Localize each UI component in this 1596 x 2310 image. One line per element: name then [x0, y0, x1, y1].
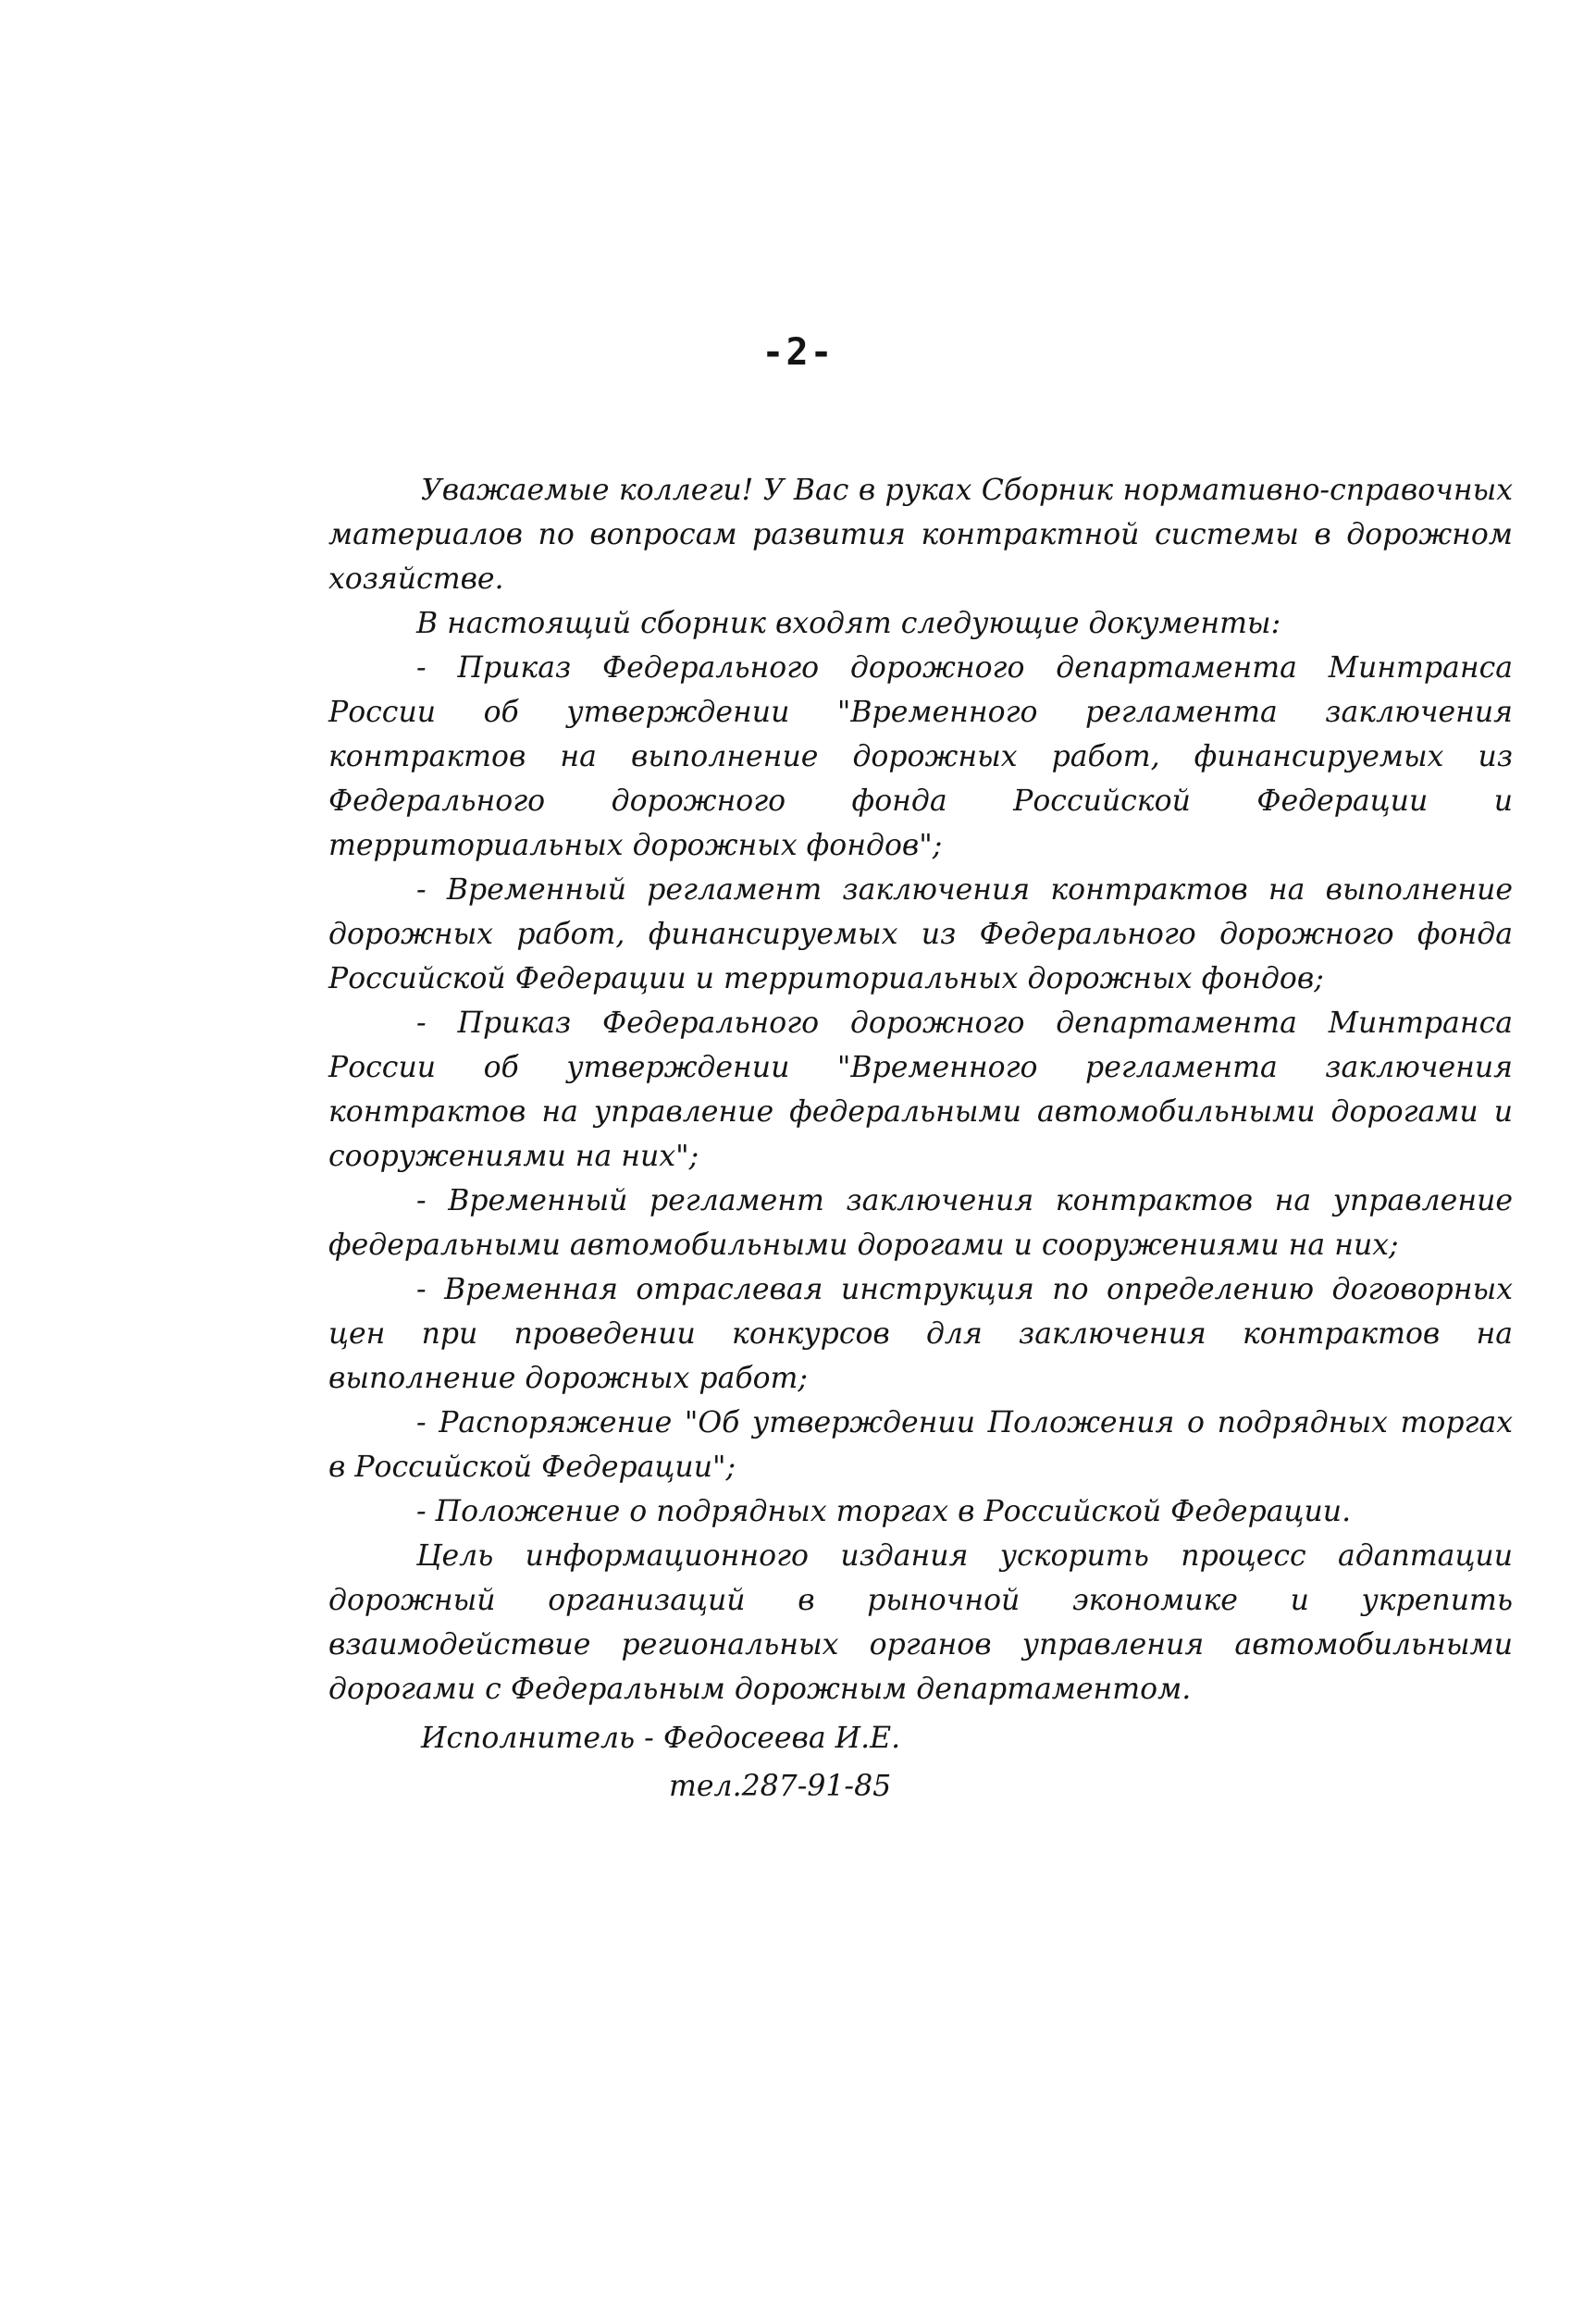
phone-line: тел.287-91-85: [669, 1770, 892, 1803]
closing-paragraph: Цель информационного издания ускорить процесс адаптации дорожный организаций в рыночной экономике и укрепить взаимодействие региональных органов управления автомобильными дорогами с Федеральным дорожным департаментом.: [328, 1539, 1513, 1706]
document-body: [328, 468, 1513, 1711]
list-item: - Положение о подрядных торгах в Российской Федерации.: [416, 1495, 1352, 1528]
list-item: - Временный регламент заключения контрактов на выполнение дорожных работ, финансируемых из Федерального дорожного фонда Российской Федерации и территориальных дорожных фондов;: [328, 873, 1513, 995]
list-item: - Временный регламент заключения контрактов на управление федеральными автомобильными дорогами и сооружениями на них;: [328, 1184, 1513, 1262]
document-list: [328, 646, 1513, 1534]
contents-lead-paragraph: В настоящий сборник входят следующие документы:: [416, 607, 1281, 640]
list-item: - Временная отраслевая инструкция по определению договорных цен при проведении конкурсов для заключения контрактов на выполнение дорожных работ;: [328, 1273, 1513, 1395]
executor-line: Исполнитель - Федосеева И.Е.: [421, 1722, 901, 1755]
list-item: - Распоряжение "Об утверждении Положения о подрядных торгах в Российской Федерации";: [328, 1406, 1513, 1484]
page-number: -2-: [761, 331, 835, 374]
intro-paragraph: Уважаемые коллеги! У Вас в руках Сборник нормативно-справочных материалов по вопросам развития контрактной системы в дорожном хозяйстве.: [328, 474, 1513, 596]
signature-block: [421, 1714, 1254, 1810]
list-item: - Приказ Федерального дорожного департамента Минтранса России об утверждении "Временного регламента заключения контрактов на управление федеральными автомобильными дорогами и сооружениями на них";: [328, 1007, 1513, 1173]
list-item: - Приказ Федерального дорожного департамента Минтранса России об утверждении "Временного регламента заключения контрактов на выполнение дорожных работ, финансируемых из Федерального дорожного фонда Российской Федерации и территориальных дорожных фондов";: [328, 651, 1513, 862]
